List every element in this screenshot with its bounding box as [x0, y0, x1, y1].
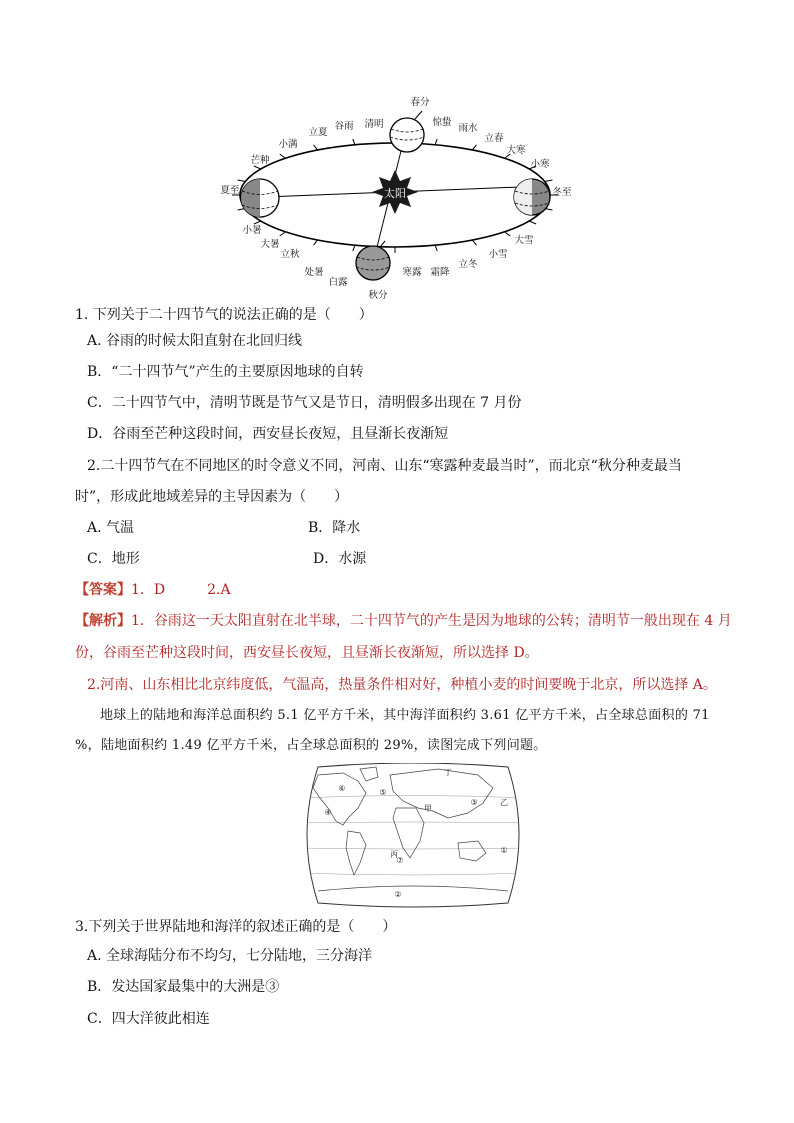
solar-term-label: 立夏 — [308, 127, 328, 138]
orbit-tick — [505, 232, 511, 236]
orbit-tick — [435, 245, 437, 251]
q1-option-b: B．“二十四节气”产生的主要原因地球的自转 — [87, 364, 364, 380]
orbit-tick — [280, 154, 286, 158]
solar-term-label: 立冬 — [458, 259, 478, 270]
answer-tag: 【答案】 — [75, 582, 131, 598]
intro-line1: 地球上的陆地和海洋总面积约 5.1 亿平方千米，其中海洋面积约 3.61 亿平方千米，占全球总面积的 71 — [100, 708, 710, 723]
solar-term-label: 小满 — [278, 139, 298, 150]
map-region-label: 乙 — [500, 798, 508, 807]
sun-label: 太阳 — [384, 187, 406, 200]
analysis-text-1: 1．谷雨这一天太阳直射在北半球，二十四节气的产生是因为地球的公转；清明节一般出现在 4 月 — [131, 613, 732, 629]
solar-term-label: 芒种 — [250, 155, 270, 166]
orbit-tick — [353, 245, 355, 251]
solar-term-label: 大雪 — [514, 235, 534, 246]
answer-text: 1．D 2.A — [131, 582, 231, 598]
q3-stem: 3.下列关于世界陆地和海洋的叙述正确的是（ ） — [75, 919, 397, 935]
orbit-tick — [545, 180, 553, 182]
answer-line — [75, 580, 231, 600]
q2-option-d: D．水源 — [313, 551, 367, 567]
q3-option-a: A. 全球海陆分布不均匀，七分陆地，三分海洋 — [87, 948, 373, 964]
world-map-diagram — [298, 763, 528, 908]
solar-term-label: 霜降 — [430, 267, 450, 278]
orbit-tick — [280, 232, 286, 236]
solar-term-label: 冬至 — [552, 187, 572, 198]
map-region-label: ① — [500, 846, 508, 855]
earth-winter-solstice-icon — [514, 179, 550, 215]
map-region-label: ② — [394, 890, 402, 899]
solar-term-label: 白露 — [328, 277, 348, 288]
map-region-label: ④ — [324, 808, 332, 817]
map-region-label: ⑥ — [338, 784, 346, 793]
analysis-line1 — [75, 611, 732, 631]
analysis-tag: 【解析】 — [75, 613, 131, 629]
solar-term-label: 谷雨 — [334, 121, 354, 132]
q1-stem: 1. 下列关于二十四节气的说法正确的是（ ） — [75, 307, 373, 323]
intro-line2: %，陆地面积约 1.49 亿平方千米，占全球总面积的 29%，读图完成下列问题。 — [75, 738, 547, 753]
solar-term-label: 立春 — [484, 133, 504, 144]
solar-terms-orbit-diagram — [210, 95, 580, 305]
orbit-tick — [353, 139, 355, 145]
orbit-tick — [314, 145, 318, 150]
q3-option-b: B．发达国家最集中的大洲是③ — [87, 979, 280, 995]
map-region-label: 甲 — [424, 804, 432, 813]
q1-option-a: A. 谷雨的时候太阳直射在北回归线 — [87, 333, 303, 349]
q1-option-c: C．二十四节气中，清明节既是节气又是节日，清明假多出现在 7 月份 — [87, 395, 522, 411]
q3-option-c: C．四大洋彼此相连 — [87, 1011, 210, 1027]
map-region-label: ⑤ — [379, 788, 387, 797]
solar-term-label: 大暑 — [260, 239, 280, 250]
solar-term-label: 大寒 — [506, 145, 526, 156]
solar-term-label: 秋分 — [368, 290, 388, 301]
solar-term-label: 处暑 — [304, 267, 324, 278]
orbit-tick — [529, 221, 536, 224]
solar-term-label: 立秋 — [280, 249, 300, 260]
solar-term-label: 小寒 — [530, 159, 550, 170]
orbit-tick — [435, 139, 437, 145]
q2-option-b: B．降水 — [308, 520, 361, 536]
orbit-tick — [473, 145, 477, 150]
orbit-tick — [473, 240, 477, 245]
orbit-tick — [314, 240, 318, 245]
solar-term-label: 惊蛰 — [432, 117, 452, 128]
solar-term-label: 寒露 — [402, 267, 422, 278]
orbit-tick — [254, 221, 261, 224]
map-region-label: 丁 — [444, 768, 452, 777]
analysis-line3: 2.河南、山东相比北京纬度低，气温高，热量条件相对好，种植小麦的时间要晚于北京，所以选择 A。 — [87, 677, 717, 693]
solar-term-label: 夏至 — [220, 185, 240, 196]
solar-term-label: 小暑 — [242, 225, 262, 236]
solar-term-label: 清明 — [364, 119, 384, 130]
orbit-tick — [238, 180, 246, 182]
earth-summer-solstice-icon — [241, 179, 279, 217]
earth-spring-equinox-icon — [390, 111, 424, 152]
q2-stem-line1: 2.二十四节气在不同地区的时令意义不同，河南、山东“寒露种麦最当时”，而北京“秋分种麦最当 — [87, 458, 682, 474]
map-region-label: ③ — [470, 798, 478, 807]
solar-term-label: 小雪 — [488, 249, 508, 260]
analysis-line2: 份，谷雨至芒种这段时间，西安昼长夜短，且昼渐长夜渐短，所以选择 D。 — [75, 645, 539, 661]
orbit-tick — [254, 166, 261, 169]
solar-term-label: 雨水 — [458, 123, 478, 134]
q2-option-a: A. 气温 — [87, 520, 135, 536]
map-region-label: 丙 — [390, 850, 398, 859]
q2-option-c: C．地形 — [87, 551, 140, 567]
q1-option-d: D．谷雨至芒种这段时间，西安昼长夜短，且昼渐长夜渐短 — [87, 426, 449, 442]
q2-stem-line2: 时”，形成此地域差异的主导因素为（ ） — [75, 489, 349, 505]
map-region-label: ⑦ — [396, 856, 404, 865]
solar-term-label: 春分 — [410, 97, 430, 108]
